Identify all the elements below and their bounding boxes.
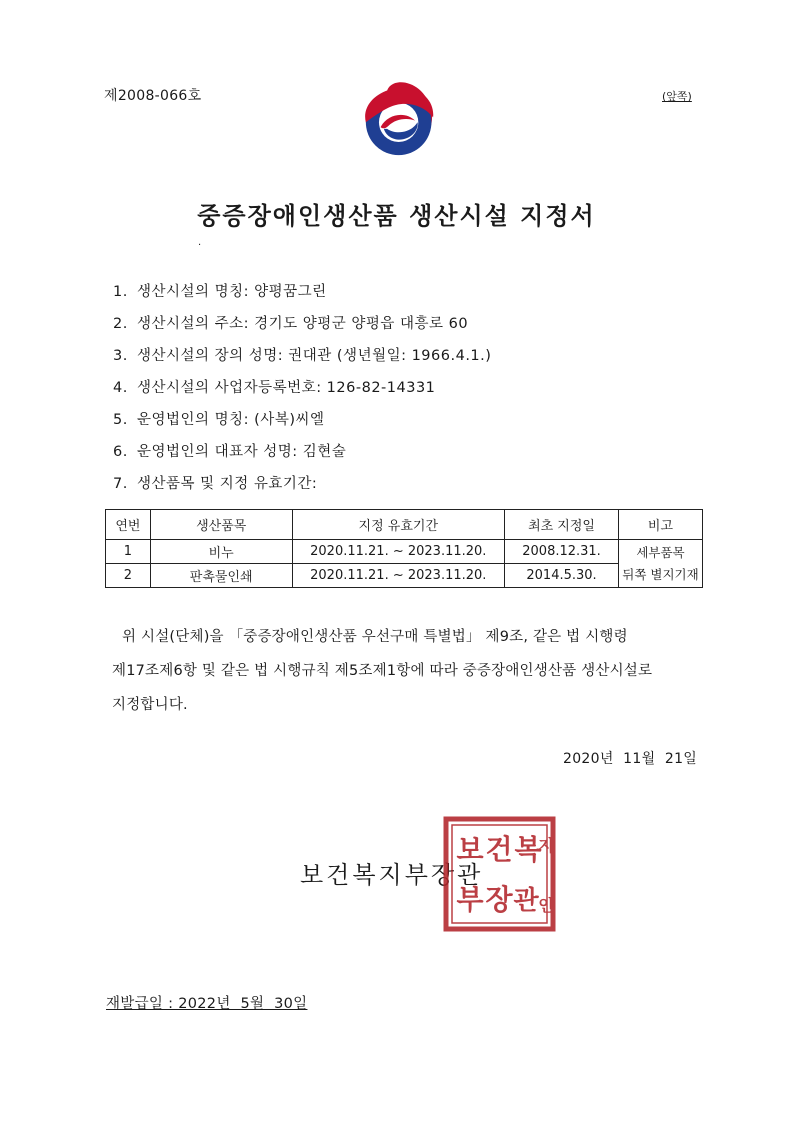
list-item: 1. 생산시설의 명칭: 양평꿈그린 [113, 284, 327, 300]
cell-remarks [618, 540, 702, 588]
cell-first-date: 2014.5.30. [505, 564, 619, 588]
government-emblem-icon [356, 78, 438, 160]
svg-text:보: 보 [456, 833, 484, 866]
table-row [106, 564, 703, 588]
reissue-date: 재발급일 : 2022년 5월 30일 [106, 996, 308, 1012]
svg-text:장: 장 [485, 883, 513, 916]
statement-line: 지정합니다. [112, 697, 188, 713]
statement-line: 위 시설(단체)을 「중증장애인생산품 우선구매 특별법」 제9조, 같은 법 시행령 [122, 629, 628, 645]
svg-text:인: 인 [538, 896, 554, 915]
cell-no: 2 [106, 564, 151, 588]
list-item: 5. 운영법인의 명칭: (사복)씨엘 [113, 412, 325, 428]
list-item: 6. 운영법인의 대표자 성명: 김현술 [113, 444, 347, 460]
header-first-date: 최초 지정일 [505, 510, 619, 540]
svg-text:복: 복 [514, 833, 542, 866]
document-number: 제2008-066호 [104, 88, 202, 104]
list-item: 2. 생산시설의 주소: 경기도 양평군 양평읍 대흥로 60 [113, 316, 469, 332]
products-table [105, 509, 703, 588]
statement-line: 제17조제6항 및 같은 법 시행규칙 제5조제1항에 따라 중증장애인생산품 생산시설로 [112, 663, 653, 679]
page-side-label: (앞쪽) [662, 90, 692, 103]
cell-period: 2020.11.21. ~ 2023.11.20. [292, 540, 505, 564]
issuer-name: 보건복지부장관 [300, 861, 484, 889]
header-period: 지정 유효기간 [292, 510, 505, 540]
cell-period: 2020.11.21. ~ 2023.11.20. [292, 564, 505, 588]
svg-text:부: 부 [456, 883, 484, 916]
list-item: 7. 생산품목 및 지정 유효기간: [113, 476, 318, 492]
list-item: 4. 생산시설의 사업자등록번호: 126-82-14331 [113, 380, 436, 396]
document-title: 중증장애인생산품 생산시설 지정서 [197, 202, 596, 230]
cell-product: 비누 [150, 540, 292, 564]
issue-date: 2020년 11월 21일 [563, 751, 698, 767]
cell-first-date: 2008.12.31. [505, 540, 619, 564]
svg-text:관: 관 [513, 886, 539, 916]
designation-statement [112, 620, 702, 722]
remark-line: 뒤쪽 별지기재 [622, 566, 699, 582]
header-remarks: 비고 [618, 510, 702, 540]
official-seal-icon [442, 815, 557, 933]
svg-text:지: 지 [538, 836, 554, 855]
cell-no: 1 [106, 540, 151, 564]
list-item: 3. 생산시설의 장의 성명: 권대관 (생년월일: 1966.4.1.) [113, 348, 492, 364]
remark-line: 세부품목 [636, 544, 685, 560]
table-header-row [106, 510, 703, 540]
cell-product: 판촉물인쇄 [150, 564, 292, 588]
header-product: 생산품목 [150, 510, 292, 540]
header-no: 연번 [106, 510, 151, 540]
stray-mark: · [198, 240, 202, 251]
table-row [106, 540, 703, 564]
svg-text:건: 건 [485, 833, 513, 866]
